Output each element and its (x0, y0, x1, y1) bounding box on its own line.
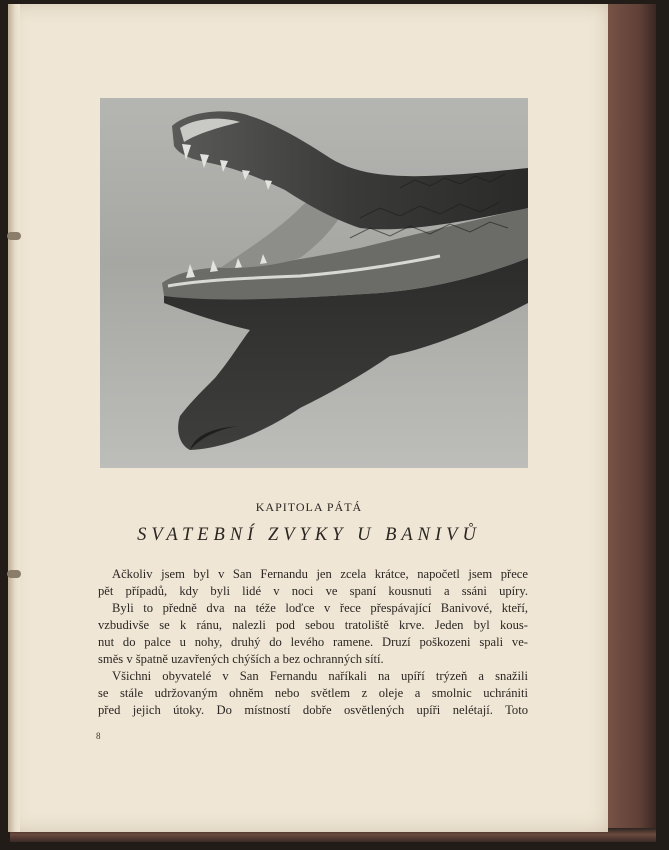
book-spine (8, 4, 20, 832)
book-fore-edge (604, 4, 656, 830)
body-line-4: vzbudivše se k ránu, nalezli pod sebou tratoliště krve. Jeden byl kous- (98, 618, 528, 632)
crocodile-photo (100, 98, 528, 468)
body-line-9: před jejich útoky. Do místností dobře osvětlených upíři nelétají. Toto (98, 703, 528, 717)
body-line-2: pět případů, kdy byli lidé v noci ve spaní kousnuti a ssáni upíry. (98, 584, 528, 598)
body-line-3: Byli to předně dva na téže loďce v řece přespávající Banivové, kteří, (112, 601, 528, 615)
page-number: 8 (96, 731, 101, 741)
body-text (98, 566, 528, 719)
body-line-5: nut do palce u nohy, druhý do levého ramene. Druzí poškozeni spali ve- (98, 635, 528, 649)
body-line-7: Všichni obyvatelé v San Fernandu naříkali na upíří trýzeň a snažili (112, 669, 528, 683)
crocodile-image (100, 98, 528, 468)
body-line-6: směs v špatně uzavřených chýších a bez ochranných sítí. (98, 652, 384, 666)
chapter-label: KAPITOLA PÁTÁ (255, 500, 363, 514)
body-line-8: se stále udržovaným ohněm nebo světlem z oleje a smolnic uchrániti (98, 686, 528, 700)
body-line-1: Ačkoliv jsem byl v San Fernandu jen zcela krátce, napočetl jsem přece (112, 567, 528, 581)
chapter-title: SVATEBNÍ ZVYKY U BANIVŮ (137, 525, 481, 545)
binding-stitch (7, 570, 21, 578)
binding-stitch (7, 232, 21, 240)
book-page (10, 4, 608, 832)
